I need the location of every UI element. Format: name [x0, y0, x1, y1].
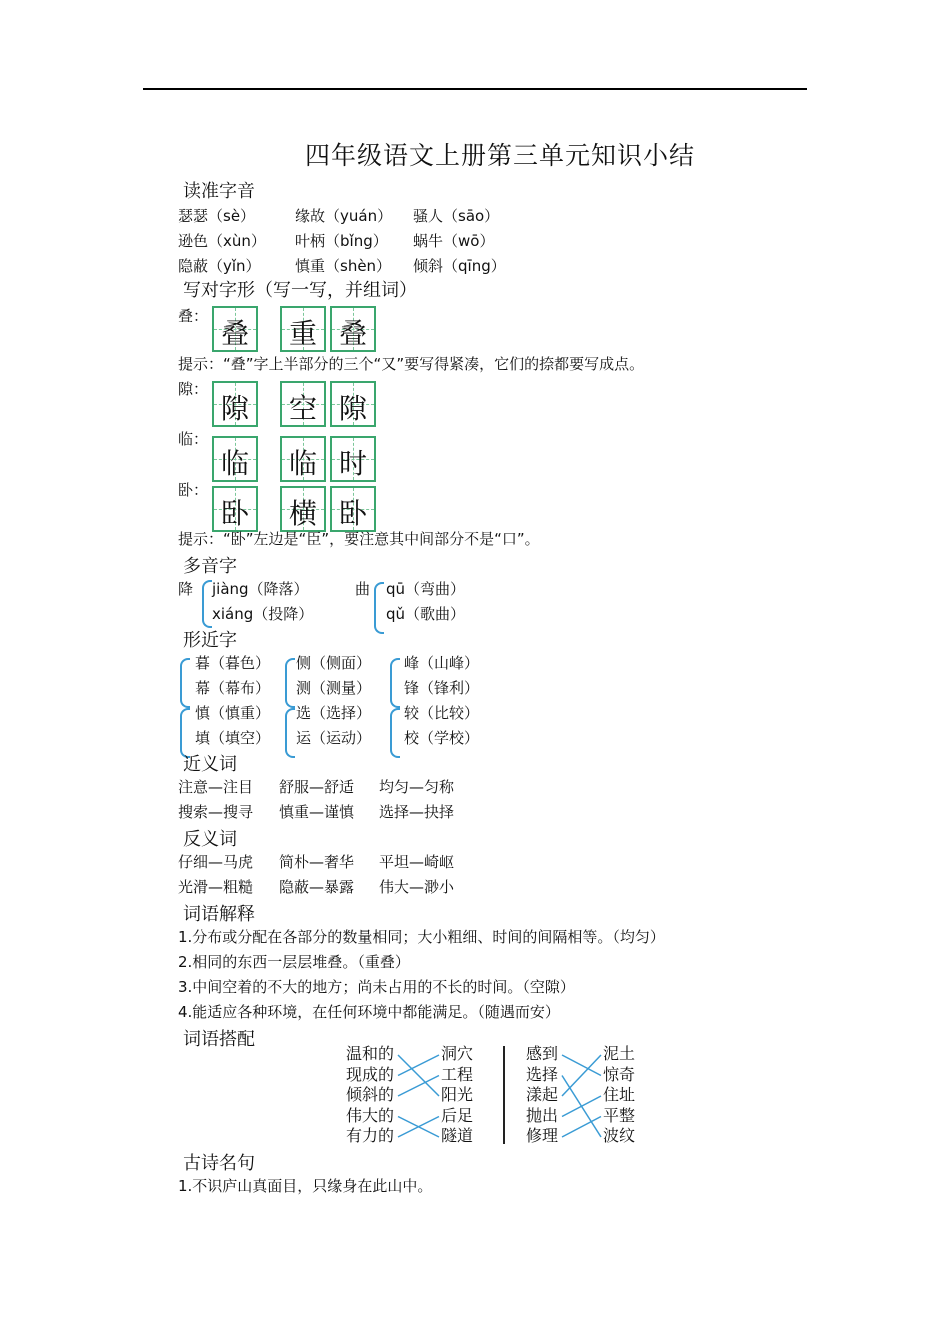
similar-shape-item: 测（测量）: [296, 679, 372, 697]
matching-word: 惊奇: [603, 1064, 636, 1084]
section-antonyms: 反义词: [183, 829, 237, 850]
synonym-pair: 选择—抉择: [379, 803, 455, 821]
matching-line: [398, 1055, 439, 1076]
section-polyphone: 多音字: [183, 556, 237, 577]
synonym-pair: 舒服—舒适: [279, 778, 355, 796]
matching-word: 后足: [441, 1105, 474, 1125]
matching-word: 修理: [526, 1126, 559, 1145]
matching-word: 感到: [526, 1044, 559, 1063]
similar-shape-item: 锋（锋利）: [404, 679, 480, 697]
matching-word: 隧道: [441, 1126, 474, 1145]
char-grid: 横: [280, 486, 326, 532]
char-grid: 卧: [212, 486, 258, 532]
antonym-pair: 仔细—马虎: [178, 853, 254, 871]
similar-shape-item: 幕（幕布）: [195, 679, 271, 697]
polyphone-reading: qū（弯曲）: [386, 580, 466, 598]
pronunciation-item: 倾斜（qīng）: [413, 257, 506, 275]
matching-line: [398, 1055, 439, 1096]
section-poem: 古诗名句: [183, 1153, 255, 1174]
matching-word: 选择: [526, 1064, 559, 1084]
char-grid: 隙: [212, 381, 258, 427]
matching-word: 洞穴: [441, 1044, 474, 1063]
polyphone-reading: qǔ（歌曲）: [386, 605, 466, 623]
matching-word: 伟大的: [346, 1105, 395, 1125]
synonym-pair: 均匀—匀称: [379, 778, 455, 796]
section-pronunciation: 读准字音: [183, 181, 255, 202]
similar-shape-item: 慎（慎重）: [195, 704, 271, 722]
similar-shape-item: 选（选择）: [296, 704, 372, 722]
hint-die: 提示：“叠”字上半部分的三个“又”要写得紧凑，它们的捺都要写成点。: [178, 355, 645, 373]
char-grid: 卧: [330, 486, 376, 532]
antonym-pair: 隐蔽—暴露: [279, 878, 355, 896]
synonym-pair: 搜索—搜寻: [178, 803, 254, 821]
pronunciation-item: 逊色（xùn）: [178, 232, 266, 250]
similar-shape-item: 运（运动）: [296, 729, 372, 747]
pronunciation-item: 叶柄（bǐng）: [295, 232, 388, 250]
similar-shape-item: 校（学校）: [404, 729, 480, 747]
pronunciation-item: 瑟瑟（sè）: [178, 207, 256, 225]
matching-line: [562, 1096, 601, 1117]
pronunciation-item: 骚人（sāo）: [413, 207, 500, 225]
char-grid: 空: [280, 381, 326, 427]
section-similar-shape: 形近字: [183, 630, 237, 651]
polyphone-char-qu: 曲: [355, 580, 371, 598]
matching-word: 阳光: [441, 1085, 474, 1104]
char-grid: 时: [330, 436, 376, 482]
char-grid: 叠: [330, 306, 376, 352]
antonym-pair: 光滑—粗糙: [178, 878, 254, 896]
antonym-pair: 简朴—奢华: [279, 853, 355, 871]
explanation-item: 1.分布或分配在各部分的数量相同；大小粗细、时间的间隔相等。（均匀）: [178, 928, 665, 946]
explanation-item: 4.能适应各种环境，在任何环境中都能满足。（随遇而安）: [178, 1003, 560, 1021]
poem-line: 1.不识庐山真面目，只缘身在此山中。: [178, 1177, 433, 1195]
similar-shape-item: 较（比较）: [404, 704, 480, 722]
matching-line: [398, 1076, 439, 1097]
matching-word: 有力的: [346, 1126, 395, 1145]
matching-lines-group-a: [398, 1055, 439, 1137]
explanation-item: 3.中间空着的不大的地方；尚未占用的不长的时间。（空隙）: [178, 978, 575, 996]
matching-line: [562, 1055, 601, 1096]
matching-word: 住址: [603, 1085, 636, 1104]
xi-label: 隙：: [178, 380, 209, 398]
hint-wo: 提示：“卧”左边是“臣”，要注意其中间部分不是“口”。: [178, 530, 540, 548]
section-synonyms: 近义词: [183, 754, 237, 775]
explanation-item: 2.相同的东西一层层堆叠。（重叠）: [178, 953, 410, 971]
matching-lines-group-b: [562, 1055, 601, 1137]
char-grid: 临: [280, 436, 326, 482]
pronunciation-item: 缘故（yuán）: [295, 207, 393, 225]
similar-shape-item: 峰（山峰）: [404, 654, 480, 672]
synonym-pair: 注意—注目: [178, 778, 254, 796]
matching-word: 现成的: [346, 1064, 395, 1084]
section-explanation: 词语解释: [183, 904, 255, 925]
die-label: 叠：: [178, 307, 209, 325]
wo-label: 卧：: [178, 481, 209, 499]
polyphone-reading: xiáng（投降）: [212, 605, 314, 623]
lin-label: 临：: [178, 430, 209, 448]
pronunciation-item: 慎重（shèn）: [295, 257, 392, 275]
pronunciation-item: 隐蔽（yǐn）: [178, 257, 261, 275]
polyphone-reading: jiàng（降落）: [212, 580, 309, 598]
matching-word: 温和的: [346, 1044, 395, 1063]
pronunciation-item: 蜗牛（wō）: [413, 232, 495, 250]
matching-word: 工程: [441, 1064, 474, 1084]
similar-shape-item: 暮（暮色）: [195, 654, 271, 672]
similar-shape-item: 侧（侧面）: [296, 654, 372, 672]
matching-word: 抛出: [526, 1105, 559, 1125]
matching-line: [562, 1055, 601, 1076]
page-title: 四年级语文上册第三单元知识小结: [304, 141, 695, 170]
char-grid: 临: [212, 436, 258, 482]
matching-word: 倾斜的: [346, 1085, 395, 1104]
section-matching: 词语搭配: [183, 1029, 255, 1050]
antonym-pair: 伟大—渺小: [379, 878, 455, 896]
matching-word: 泥土: [603, 1044, 636, 1063]
similar-shape-item: 填（填空）: [195, 729, 271, 747]
polyphone-char-jiang: 降: [178, 580, 194, 598]
matching-word: 平整: [603, 1105, 636, 1125]
char-grid: 叠: [212, 306, 258, 352]
synonym-pair: 慎重—谨慎: [279, 803, 355, 821]
section-writing: 写对字形（写一写，并组词）: [183, 280, 417, 301]
antonym-pair: 平坦—崎岖: [379, 853, 455, 871]
matching-word: 漾起: [526, 1085, 559, 1104]
matching-word: 波纹: [603, 1126, 636, 1145]
char-grid: 隙: [330, 381, 376, 427]
char-grid: 重: [280, 306, 326, 352]
